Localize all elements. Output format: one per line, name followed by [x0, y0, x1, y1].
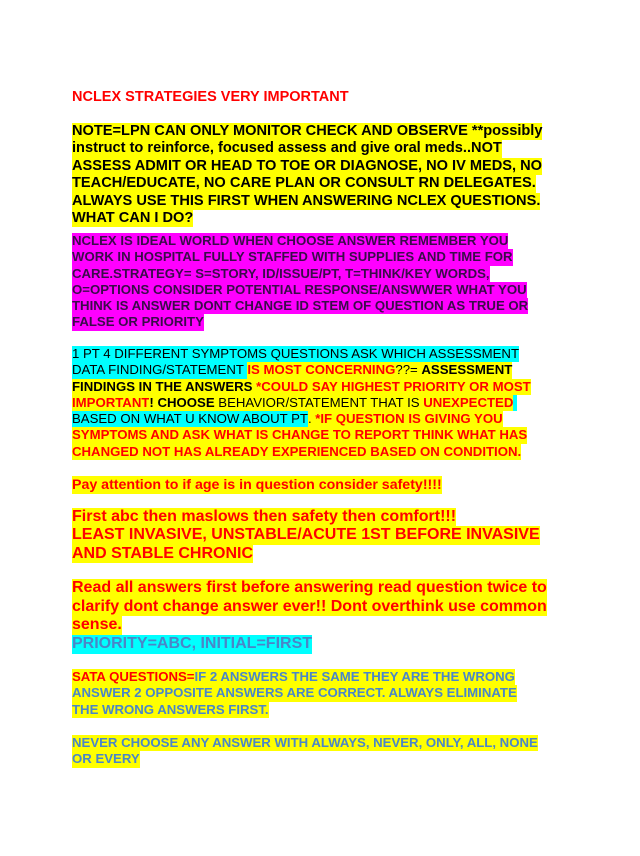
- text-segment: O=OPTIONS CONSIDER POTENTIAL RESPONSE/ANSWWER WHAT YOU: [72, 281, 527, 297]
- text-segment: SATA QUESTIONS=: [72, 669, 195, 684]
- text-line: [72, 476, 442, 494]
- text-line: [72, 193, 542, 210]
- text-segment: THE WRONG ANSWERS FIRST.: [72, 701, 269, 717]
- text-line: [72, 579, 547, 598]
- text-segment: IMPORTANT: [72, 394, 150, 410]
- sata-questions-block: [72, 669, 517, 718]
- text-segment: *IF QUESTION IS GIVING YOU: [315, 411, 503, 427]
- text-segment: sense.: [72, 616, 122, 634]
- text-segment: OR EVERY: [72, 751, 140, 767]
- text-segment: SYMPTOMS AND ASK WHAT IS CHANGE TO REPORT THINK WHAT HAS: [72, 427, 528, 443]
- text-segment: ASSESSMENT: [421, 362, 513, 378]
- text-line: [72, 233, 528, 249]
- text-line: [72, 379, 531, 395]
- text-line: [72, 702, 517, 718]
- text-segment: ASSESS ADMIT OR HEAD TO TOE OR DIAGNOSE, NO IV MEDS, NO: [72, 157, 543, 174]
- text-line: [72, 314, 528, 330]
- read-answers-block: [72, 579, 547, 654]
- text-line: [72, 123, 542, 140]
- text-line: [72, 346, 531, 362]
- text-segment: CHANGED NOT HAS ALREADY EXPERIENCED BASED ON CONDITION.: [72, 443, 522, 459]
- text-segment: ANSWER 2 OPPOSITE ANSWERS ARE CORRECT. ALWAYS ELIMINATE: [72, 685, 517, 701]
- text-segment: PRIORITY=ABC, INITIAL=FIRST: [72, 635, 313, 653]
- assessment-findings-block: [72, 346, 531, 460]
- text-segment: FALSE OR PRIORITY: [72, 314, 204, 330]
- text-segment: FINDINGS IN THE ANSWERS: [72, 378, 257, 394]
- text-line: [72, 669, 517, 685]
- text-segment: .: [307, 411, 316, 427]
- text-line: [72, 508, 540, 526]
- text-segment: 1 PT 4 DIFFERENT SYMPTOMS QUESTIONS ASK WHICH ASSESSMENT: [72, 346, 519, 361]
- text-segment: ALWAYS USE THIS FIRST WHEN ANSWERING NCLEX QUESTIONS.: [72, 192, 541, 209]
- text-line: [72, 411, 531, 427]
- text-segment: NCLEX IS IDEAL WORLD WHEN CHOOSE ANSWER REMEMBER YOU: [72, 233, 509, 248]
- text-segment: instruct to reinforce, focused assess and give oral meds..NOT: [72, 140, 502, 157]
- text-line: [72, 598, 547, 617]
- text-line: [72, 298, 528, 314]
- text-segment: *COULD SAY HIGHEST PRIORITY OR MOST: [256, 378, 531, 394]
- text-segment: WORK IN HOSPITAL FULLY STAFFED WITH SUPPLIES AND TIME FOR: [72, 249, 513, 265]
- text-line: [72, 545, 540, 563]
- text-segment: NOTE=LPN CAN ONLY MONITOR CHECK AND OBSERVE **possibly: [72, 123, 543, 139]
- text-segment: DATA FINDING/STATEMENT: [72, 362, 248, 378]
- text-line: [72, 616, 547, 635]
- text-segment: Pay attention to if age is in question consider safety!!!!: [72, 477, 442, 493]
- text-segment: clarify dont change answer ever!! Dont overthink use common: [72, 597, 547, 615]
- text-segment: IF 2 ANSWERS THE SAME THEY ARE THE WRONG: [194, 669, 515, 684]
- text-segment: IS MOST CONCERNING: [247, 362, 396, 378]
- text-segment: NCLEX STRATEGIES VERY IMPORTANT: [72, 89, 349, 105]
- text-line: [72, 395, 531, 411]
- text-segment: WHAT CAN I DO?: [72, 209, 194, 226]
- abc-maslow-block: [72, 508, 540, 563]
- text-segment: THINK IS ANSWER DONT CHANGE ID STEM OF QUESTION AS TRUE OR: [72, 298, 529, 314]
- text-line: [72, 210, 542, 227]
- text-line: [72, 526, 540, 544]
- lpn-note-block: [72, 123, 542, 227]
- text-line: [72, 282, 528, 298]
- text-segment: TEACH/EDUCATE, NO CARE PLAN OR CONSULT RN DELEGATES.: [72, 175, 536, 192]
- text-line: [72, 685, 517, 701]
- text-segment: AND STABLE CHRONIC: [72, 544, 254, 562]
- text-segment: LEAST INVASIVE, UNSTABLE/ACUTE 1ST BEFORE INVASIVE: [72, 526, 540, 544]
- title-block: [72, 88, 349, 107]
- text-line: [72, 266, 528, 282]
- text-line: [72, 140, 542, 157]
- text-segment: Read all answers first before answering read question twice to: [72, 579, 547, 596]
- text-segment: BEHAVIOR/STATEMENT THAT IS: [218, 394, 424, 410]
- text-segment: NEVER CHOOSE ANY ANSWER WITH ALWAYS, NEVER, ONLY, ALL, NONE: [72, 735, 538, 750]
- age-safety-block: [72, 476, 442, 494]
- never-choose-block: [72, 735, 538, 768]
- text-segment: UNEXPECTED: [423, 394, 514, 410]
- ideal-world-block: [72, 233, 528, 331]
- text-segment: BASED ON WHAT U KNOW ABOUT PT: [72, 411, 308, 427]
- text-line: [72, 427, 531, 443]
- text-line: [72, 751, 538, 767]
- text-line: [72, 444, 531, 460]
- text-line: [72, 249, 528, 265]
- text-segment: ! CHOOSE: [149, 394, 219, 410]
- text-line: [72, 635, 547, 654]
- text-line: [72, 362, 531, 378]
- text-line: [72, 158, 542, 175]
- text-line: [72, 88, 349, 107]
- text-segment: CARE.STRATEGY= S=STORY, ID/ISSUE/PT, T=THINK/KEY WORDS,: [72, 265, 490, 281]
- text-segment: First abc then maslows then safety then comfort!!!: [72, 508, 457, 525]
- text-segment: ??=: [395, 362, 422, 378]
- text-segment: [513, 395, 517, 411]
- text-line: [72, 735, 538, 751]
- text-line: [72, 175, 542, 192]
